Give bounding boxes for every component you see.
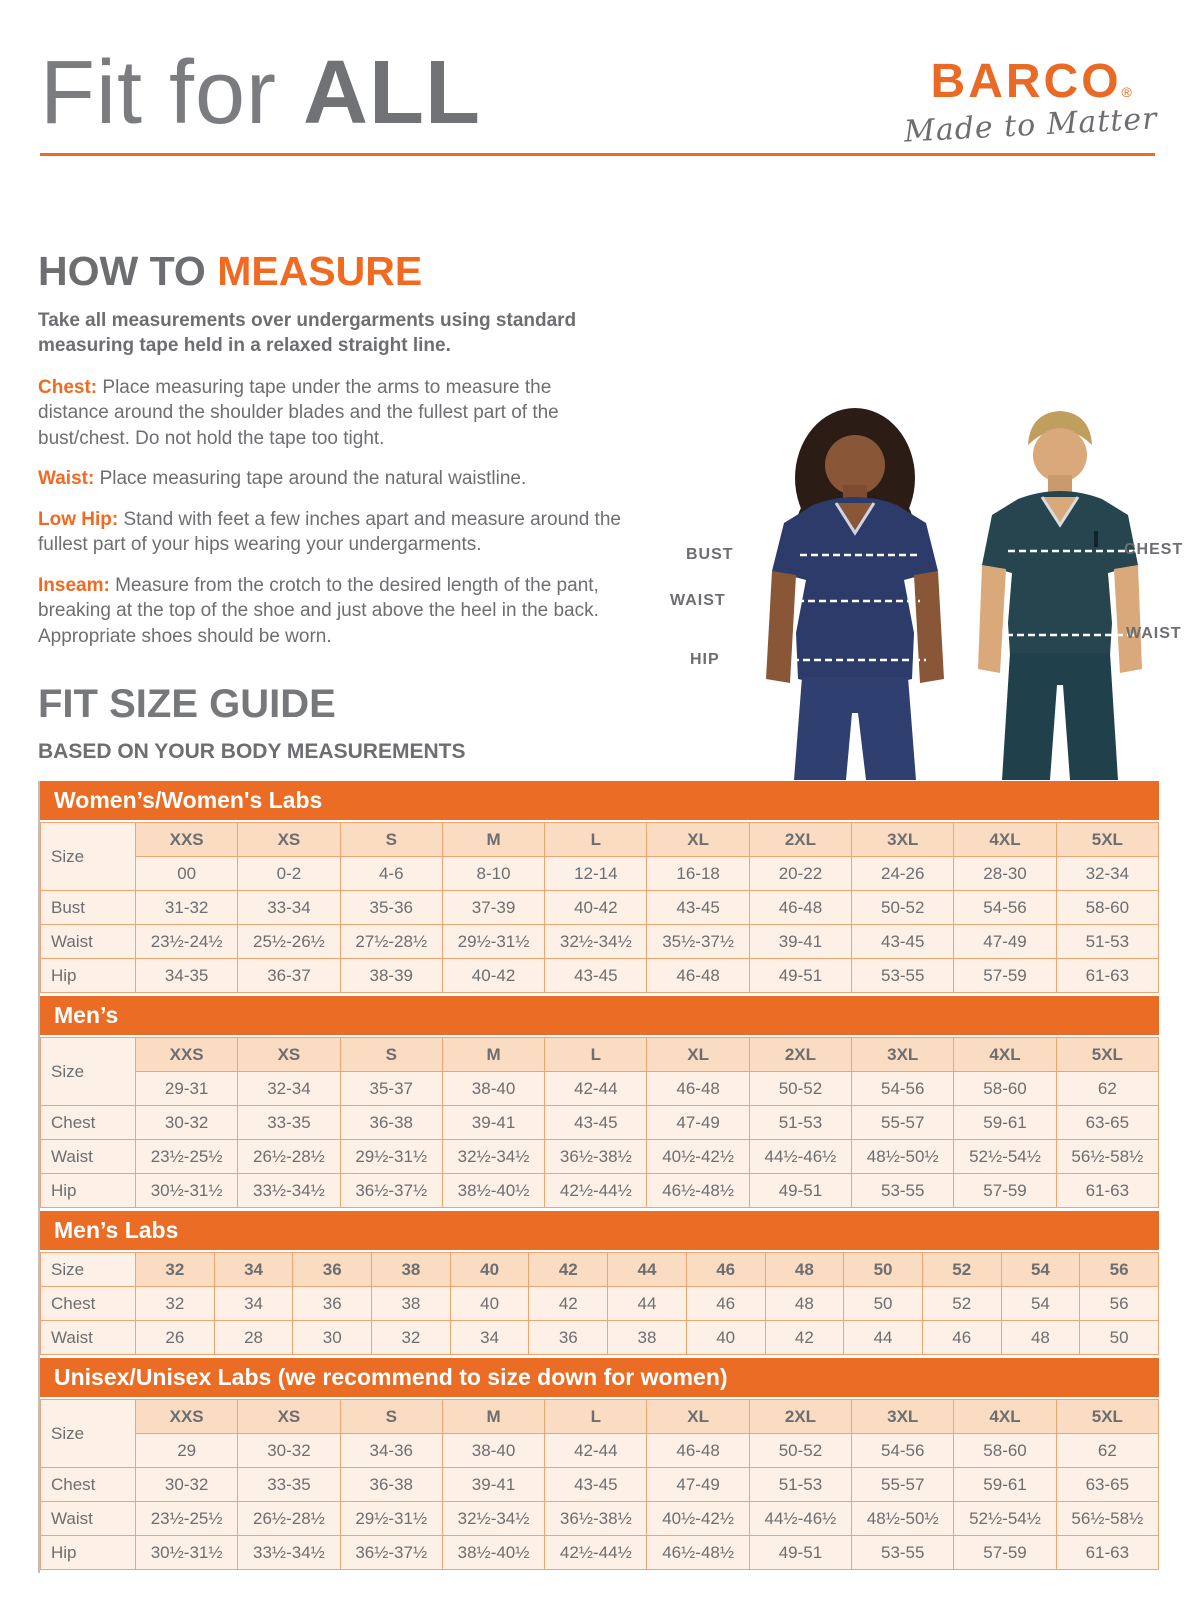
- size-header-cell: M: [442, 823, 544, 857]
- size-header-cell: 54: [1001, 1253, 1080, 1287]
- measurement-cell: 43-45: [545, 959, 647, 993]
- size-header-cell: S: [340, 1400, 442, 1434]
- measurement-cell: 49-51: [749, 1174, 851, 1208]
- how-to-measure-body: [38, 308, 623, 664]
- size-header-cell: L: [545, 823, 647, 857]
- man-head: [1033, 428, 1087, 482]
- measurement-cell: 40-42: [545, 891, 647, 925]
- measurement-row-label: Waist: [41, 1321, 136, 1355]
- size-header-cell: 38: [372, 1253, 451, 1287]
- measurement-cell: 51-53: [749, 1106, 851, 1140]
- barco-logo: [903, 55, 1159, 150]
- size-header-cell: 44: [608, 1253, 687, 1287]
- measure-item-low-hip-label: Low Hip:: [38, 508, 119, 530]
- size-header-cell: 5XL: [1056, 1038, 1158, 1072]
- measurement-cell: 57-59: [954, 1536, 1056, 1570]
- numeric-size-cell: 29: [136, 1434, 238, 1468]
- size-table-womens: [40, 822, 1159, 993]
- man-chest-pocket-pen: [1094, 531, 1098, 547]
- measurement-cell: 29½-31½: [340, 1502, 442, 1536]
- measurement-cell: 51-53: [749, 1468, 851, 1502]
- table-row: [41, 1502, 1159, 1536]
- measurement-cell: 63-65: [1056, 1468, 1158, 1502]
- size-header-cell: 5XL: [1056, 823, 1158, 857]
- measurement-row-label: Waist: [41, 925, 136, 959]
- numeric-size-cell: 8-10: [442, 857, 544, 891]
- measurement-cell: 53-55: [852, 1174, 954, 1208]
- measurement-cell: 40½-42½: [647, 1140, 749, 1174]
- measurement-cell: 33-35: [238, 1106, 340, 1140]
- models-illustration: [650, 383, 1200, 780]
- measurement-cell: 30½-31½: [136, 1174, 238, 1208]
- measurement-cell: 46-48: [749, 891, 851, 925]
- table-row: [41, 1106, 1159, 1140]
- table-row: [41, 1287, 1159, 1321]
- measurement-cell: 54-56: [954, 891, 1056, 925]
- bust-label: BUST: [686, 546, 734, 563]
- measurement-cell: 50: [1080, 1321, 1159, 1355]
- measurement-cell: 55-57: [852, 1468, 954, 1502]
- measure-item-chest-text: Place measuring tape under the arms to measure the distance around the shoulder blades and the fullest part of the bust/chest. Do not hold the tape too tight.: [38, 376, 559, 449]
- measurement-cell: 47-49: [647, 1468, 749, 1502]
- section-band-mens-labs: Men’s Labs: [40, 1211, 1159, 1250]
- measurement-cell: 32½-34½: [545, 925, 647, 959]
- measurement-row-label: Waist: [41, 1502, 136, 1536]
- measurement-row-label: Bust: [41, 891, 136, 925]
- woman-right-arm: [766, 571, 796, 683]
- size-row-label: Size: [41, 823, 136, 891]
- size-header-cell: 36: [293, 1253, 372, 1287]
- measure-item-inseam-text: Measure from the crotch to the desired length of the pant, breaking at the top of the shoe and just above the heel in the back. Appropriate shoes should be worn.: [38, 574, 599, 647]
- measurement-cell: 33½-34½: [238, 1536, 340, 1570]
- measurement-cell: 40-42: [442, 959, 544, 993]
- measurement-cell: 51-53: [1056, 925, 1158, 959]
- measurement-row-label: Chest: [41, 1106, 136, 1140]
- barco-logo-tagline: Made to Matter: [903, 101, 1159, 150]
- measurement-cell: 26: [136, 1321, 215, 1355]
- measurement-cell: 55-57: [852, 1106, 954, 1140]
- measurement-cell: 35-36: [340, 891, 442, 925]
- measurement-cell: 54: [1001, 1287, 1080, 1321]
- size-header-cell: 2XL: [749, 1038, 851, 1072]
- table-row: [41, 959, 1159, 993]
- measurement-cell: 38½-40½: [442, 1174, 544, 1208]
- measurement-cell: 44½-46½: [749, 1502, 851, 1536]
- measurement-cell: 42½-44½: [545, 1174, 647, 1208]
- size-header-cell: XS: [238, 823, 340, 857]
- measurement-cell: 43-45: [852, 925, 954, 959]
- measurement-cell: 34: [214, 1287, 293, 1321]
- measurement-cell: 34-35: [136, 959, 238, 993]
- measurement-cell: 27½-28½: [340, 925, 442, 959]
- woman-scrub-pants: [794, 677, 916, 780]
- measurement-cell: 52: [922, 1287, 1001, 1321]
- size-header-cell: 4XL: [954, 1400, 1056, 1434]
- measurement-cell: 40: [450, 1287, 529, 1321]
- measurement-cell: 32½-34½: [442, 1502, 544, 1536]
- measurement-cell: 34: [450, 1321, 529, 1355]
- measurement-row-label: Hip: [41, 959, 136, 993]
- size-header-cell: XXS: [136, 1400, 238, 1434]
- measurement-cell: 36-37: [238, 959, 340, 993]
- numeric-size-cell: 50-52: [749, 1434, 851, 1468]
- measurement-cell: 44: [608, 1287, 687, 1321]
- measurement-cell: 42: [529, 1287, 608, 1321]
- measurement-cell: 40: [686, 1321, 765, 1355]
- measurement-cell: 23½-25½: [136, 1140, 238, 1174]
- fit-size-guide-heading: FIT SIZE GUIDE: [38, 682, 336, 726]
- numeric-size-cell: 24-26: [852, 857, 954, 891]
- numeric-size-cell: 35-37: [340, 1072, 442, 1106]
- measurement-row-label: Waist: [41, 1140, 136, 1174]
- size-header-cell: 48: [765, 1253, 844, 1287]
- table-row: [41, 1468, 1159, 1502]
- size-header-cell: L: [545, 1038, 647, 1072]
- measurement-cell: 46: [922, 1321, 1001, 1355]
- woman-left-arm: [914, 571, 944, 683]
- numeric-size-cell: 46-48: [647, 1434, 749, 1468]
- size-header-cell: 42: [529, 1253, 608, 1287]
- measurement-cell: 61-63: [1056, 959, 1158, 993]
- measurement-cell: 63-65: [1056, 1106, 1158, 1140]
- numeric-size-cell: 62: [1056, 1434, 1158, 1468]
- section-band-womens: Women’s/Women's Labs: [40, 781, 1159, 820]
- size-header-cell: XS: [238, 1400, 340, 1434]
- table-row: [41, 1321, 1159, 1355]
- numeric-size-cell: 16-18: [647, 857, 749, 891]
- numeric-size-cell: 34-36: [340, 1434, 442, 1468]
- size-header-cell: 52: [922, 1253, 1001, 1287]
- measurement-cell: 57-59: [954, 959, 1056, 993]
- measure-item-waist-text: Place measuring tape around the natural waistline.: [99, 468, 527, 490]
- measurement-cell: 36: [529, 1321, 608, 1355]
- measurement-cell: 42: [765, 1321, 844, 1355]
- measurement-cell: 36½-38½: [545, 1140, 647, 1174]
- man-right-arm: [978, 565, 1006, 673]
- measurement-cell: 29½-31½: [340, 1140, 442, 1174]
- measurement-cell: 52½-54½: [954, 1502, 1056, 1536]
- size-header-cell: M: [442, 1400, 544, 1434]
- numeric-size-cell: 46-48: [647, 1072, 749, 1106]
- table-row: [41, 1536, 1159, 1570]
- measurement-cell: 33-35: [238, 1468, 340, 1502]
- size-header-cell: M: [442, 1038, 544, 1072]
- measurement-cell: 43-45: [545, 1106, 647, 1140]
- measure-item-waist: [38, 466, 623, 491]
- size-header-cell: 4XL: [954, 1038, 1056, 1072]
- numeric-size-cell: 32-34: [1056, 857, 1158, 891]
- measurement-cell: 56½-58½: [1056, 1502, 1158, 1536]
- numeric-size-cell: 29-31: [136, 1072, 238, 1106]
- models-photo: [650, 383, 1200, 780]
- measurement-cell: 30-32: [136, 1106, 238, 1140]
- size-tables-block: [38, 781, 1159, 1573]
- size-header-cell: 3XL: [852, 1038, 954, 1072]
- size-header-cell: 32: [136, 1253, 215, 1287]
- man-scrub-pants: [1002, 653, 1118, 780]
- man-model: [978, 411, 1142, 780]
- measurement-row-label: Hip: [41, 1536, 136, 1570]
- barco-logo-wordmark: BARCO: [930, 55, 1122, 108]
- size-header-cell: XL: [647, 1038, 749, 1072]
- size-header-cell: XXS: [136, 823, 238, 857]
- measurement-cell: 29½-31½: [442, 925, 544, 959]
- measurement-cell: 46½-48½: [647, 1536, 749, 1570]
- measurement-cell: 56: [1080, 1287, 1159, 1321]
- measurement-cell: 32: [136, 1287, 215, 1321]
- measure-item-inseam-label: Inseam:: [38, 574, 110, 596]
- numeric-size-cell: 00: [136, 857, 238, 891]
- size-table-mens-labs: [40, 1252, 1159, 1355]
- measurement-cell: 56½-58½: [1056, 1140, 1158, 1174]
- measurement-cell: 36-38: [340, 1106, 442, 1140]
- measurement-cell: 38: [372, 1287, 451, 1321]
- measurement-cell: 35½-37½: [647, 925, 749, 959]
- measurement-cell: 48: [765, 1287, 844, 1321]
- measurement-cell: 49-51: [749, 1536, 851, 1570]
- table-row: [41, 891, 1159, 925]
- measurement-cell: 33½-34½: [238, 1174, 340, 1208]
- size-header-cell: 46: [686, 1253, 765, 1287]
- measurement-cell: 32: [372, 1321, 451, 1355]
- numeric-size-cell: 50-52: [749, 1072, 851, 1106]
- measurement-cell: 26½-28½: [238, 1140, 340, 1174]
- registered-mark-icon: ®: [1121, 84, 1132, 100]
- measurement-cell: 36½-37½: [340, 1174, 442, 1208]
- measurement-cell: 48½-50½: [852, 1502, 954, 1536]
- table-row: [41, 925, 1159, 959]
- size-table-unisex: [40, 1399, 1159, 1570]
- measurement-cell: 48½-50½: [852, 1140, 954, 1174]
- table-row: [41, 1140, 1159, 1174]
- table-row: [41, 1174, 1159, 1208]
- page-title: [40, 43, 481, 143]
- numeric-size-cell: 42-44: [545, 1434, 647, 1468]
- measure-item-low-hip-text: Stand with feet a few inches apart and measure around the fullest part of your hips wearing your undergarments.: [38, 508, 621, 556]
- numeric-size-cell: 54-56: [852, 1434, 954, 1468]
- numeric-size-cell: 32-34: [238, 1072, 340, 1106]
- measurement-cell: 39-41: [749, 925, 851, 959]
- measurement-cell: 36½-37½: [340, 1536, 442, 1570]
- numeric-size-cell: 38-40: [442, 1434, 544, 1468]
- measurement-cell: 47-49: [954, 925, 1056, 959]
- measurement-cell: 46½-48½: [647, 1174, 749, 1208]
- measurement-cell: 48: [1001, 1321, 1080, 1355]
- size-header-cell: 34: [214, 1253, 293, 1287]
- numeric-size-cell: 4-6: [340, 857, 442, 891]
- size-header-cell: 56: [1080, 1253, 1159, 1287]
- measurement-row-label: Chest: [41, 1468, 136, 1502]
- measurement-cell: 59-61: [954, 1468, 1056, 1502]
- size-header-cell: 40: [450, 1253, 529, 1287]
- measure-item-waist-label: Waist:: [38, 468, 95, 490]
- measurement-cell: 61-63: [1056, 1536, 1158, 1570]
- page-title-light: Fit for: [40, 43, 278, 143]
- measurement-cell: 59-61: [954, 1106, 1056, 1140]
- measurement-cell: 43-45: [545, 1468, 647, 1502]
- measurement-cell: 36½-38½: [545, 1502, 647, 1536]
- measurement-cell: 32½-34½: [442, 1140, 544, 1174]
- measurement-cell: 50: [844, 1287, 923, 1321]
- measurement-cell: 53-55: [852, 1536, 954, 1570]
- woman-model: [766, 408, 944, 780]
- measurement-cell: 44: [844, 1321, 923, 1355]
- measurement-cell: 25½-26½: [238, 925, 340, 959]
- measurement-cell: 44½-46½: [749, 1140, 851, 1174]
- section-band-unisex: Unisex/Unisex Labs (we recommend to size down for women): [40, 1358, 1159, 1397]
- size-header-cell: 3XL: [852, 823, 954, 857]
- measurement-cell: 38½-40½: [442, 1536, 544, 1570]
- measurement-cell: 39-41: [442, 1468, 544, 1502]
- size-row-label: Size: [41, 1400, 136, 1468]
- measurement-cell: 37-39: [442, 891, 544, 925]
- man-left-arm: [1114, 565, 1142, 673]
- section-band-mens: Men’s: [40, 996, 1159, 1035]
- numeric-size-cell: 0-2: [238, 857, 340, 891]
- header-divider: [40, 153, 1155, 156]
- measurement-cell: 43-45: [647, 891, 749, 925]
- measurement-cell: 42½-44½: [545, 1536, 647, 1570]
- measurement-cell: 30: [293, 1321, 372, 1355]
- size-header-cell: S: [340, 1038, 442, 1072]
- size-row-label: Size: [41, 1038, 136, 1106]
- waist-left-label: WAIST: [670, 592, 726, 609]
- numeric-size-cell: 20-22: [749, 857, 851, 891]
- measurement-cell: 61-63: [1056, 1174, 1158, 1208]
- chest-label: CHEST: [1124, 541, 1184, 558]
- size-header-cell: 2XL: [749, 1400, 851, 1434]
- measurement-cell: 38-39: [340, 959, 442, 993]
- measurement-cell: 26½-28½: [238, 1502, 340, 1536]
- numeric-size-cell: 58-60: [954, 1072, 1056, 1106]
- hip-label: HIP: [690, 651, 720, 668]
- size-header-cell: S: [340, 823, 442, 857]
- measurement-cell: 49-51: [749, 959, 851, 993]
- measurement-cell: 40½-42½: [647, 1502, 749, 1536]
- how-to-measure-heading-accent: MEASURE: [217, 248, 423, 294]
- how-to-measure-heading-gray: HOW TO: [38, 248, 206, 294]
- measurement-cell: 30½-31½: [136, 1536, 238, 1570]
- measurement-cell: 30-32: [136, 1468, 238, 1502]
- measurement-cell: 57-59: [954, 1174, 1056, 1208]
- numeric-size-cell: 62: [1056, 1072, 1158, 1106]
- numeric-size-cell: 54-56: [852, 1072, 954, 1106]
- measurement-cell: 50-52: [852, 891, 954, 925]
- measurement-row-label: Hip: [41, 1174, 136, 1208]
- measure-item-low-hip: [38, 507, 623, 558]
- measurement-cell: 52½-54½: [954, 1140, 1056, 1174]
- waist-right-label: WAIST: [1126, 625, 1182, 642]
- measurement-cell: 33-34: [238, 891, 340, 925]
- man-neck: [1048, 475, 1072, 493]
- numeric-size-cell: 58-60: [954, 1434, 1056, 1468]
- size-header-cell: XS: [238, 1038, 340, 1072]
- page-title-bold: ALL: [303, 43, 481, 143]
- measurement-cell: 39-41: [442, 1106, 544, 1140]
- measurement-cell: 58-60: [1056, 891, 1158, 925]
- measurement-cell: 36-38: [340, 1468, 442, 1502]
- measurement-row-label: Chest: [41, 1287, 136, 1321]
- size-header-cell: 3XL: [852, 1400, 954, 1434]
- size-header-cell: XL: [647, 823, 749, 857]
- measure-item-chest-label: Chest:: [38, 376, 98, 398]
- numeric-size-cell: 12-14: [545, 857, 647, 891]
- size-header-cell: XL: [647, 1400, 749, 1434]
- measure-item-inseam: [38, 573, 623, 649]
- how-to-measure-heading: [38, 248, 422, 295]
- measure-item-chest: [38, 375, 623, 451]
- size-table-mens: [40, 1037, 1159, 1208]
- measurement-cell: 38: [608, 1321, 687, 1355]
- size-header-cell: 4XL: [954, 823, 1056, 857]
- numeric-size-cell: 28-30: [954, 857, 1056, 891]
- size-header-cell: L: [545, 1400, 647, 1434]
- measurement-cell: 31-32: [136, 891, 238, 925]
- fit-size-guide-subheading: BASED ON YOUR BODY MEASUREMENTS: [38, 740, 466, 763]
- numeric-size-cell: 42-44: [545, 1072, 647, 1106]
- size-row-label: Size: [41, 1253, 136, 1287]
- measurement-cell: 53-55: [852, 959, 954, 993]
- size-header-cell: 5XL: [1056, 1400, 1158, 1434]
- measurement-cell: 47-49: [647, 1106, 749, 1140]
- size-header-cell: XXS: [136, 1038, 238, 1072]
- measure-intro-text: Take all measurements over undergarments using standard measuring tape held in a relaxed straight line.: [38, 310, 577, 357]
- measurement-cell: 23½-24½: [136, 925, 238, 959]
- numeric-size-cell: 30-32: [238, 1434, 340, 1468]
- measurement-cell: 36: [293, 1287, 372, 1321]
- measurement-cell: 23½-25½: [136, 1502, 238, 1536]
- measurement-cell: 28: [214, 1321, 293, 1355]
- measurement-cell: 46: [686, 1287, 765, 1321]
- measurement-cell: 46-48: [647, 959, 749, 993]
- size-header-cell: 50: [844, 1253, 923, 1287]
- numeric-size-cell: 38-40: [442, 1072, 544, 1106]
- size-header-cell: 2XL: [749, 823, 851, 857]
